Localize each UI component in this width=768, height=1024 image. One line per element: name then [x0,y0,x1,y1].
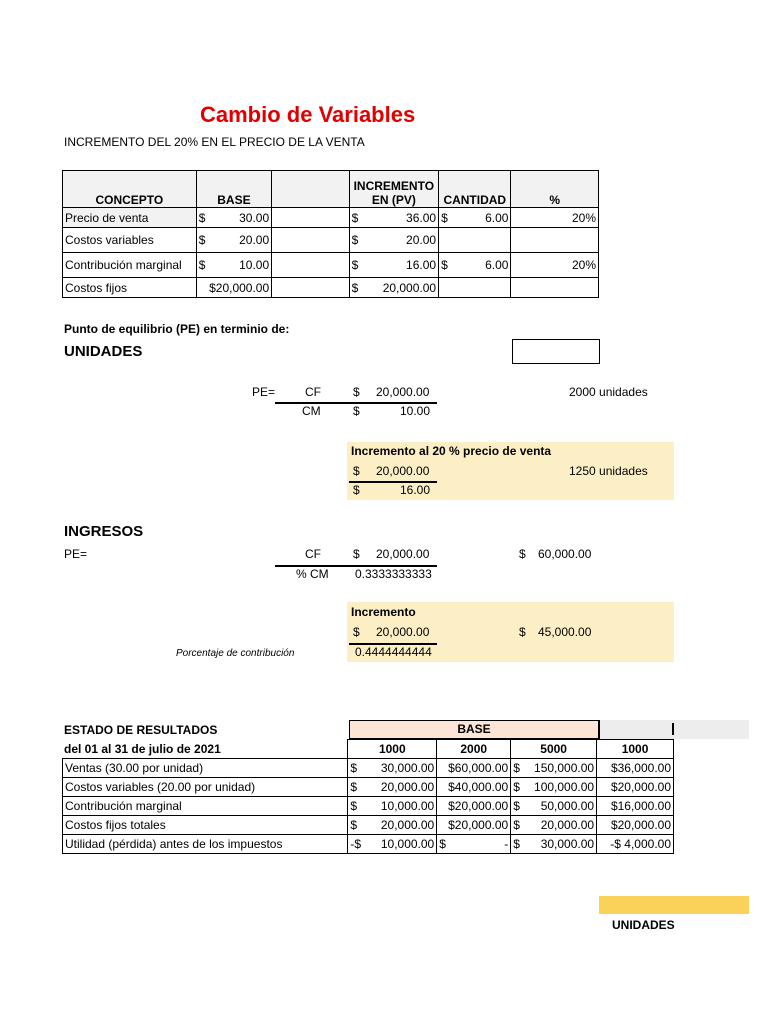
ingresos-cf-currency: $ [353,547,360,561]
inc-cf-value: 20,000.00 [376,464,430,478]
row-empty [272,228,349,253]
ingresos-inc-result-currency: $ [519,625,526,639]
ingresos-cm-label: % CM [296,567,329,581]
estado-period: del 01 al 31 de julio de 2021 [64,742,221,756]
unidades-result: 2000 unidades [569,385,648,399]
header-empty [272,171,349,208]
row-base: $ 30.00 [196,208,271,228]
table-row [63,759,674,778]
row-pct [511,278,599,298]
header-incremento [349,171,439,208]
row-empty [272,278,349,298]
row-c2: $60,000.00 [437,759,511,778]
inc-cf-currency: $ [353,464,360,478]
header-incremento-line2: EN (PV) [371,193,416,207]
row-pct: 20% [511,208,599,228]
ingresos-pe-label: PE= [64,547,88,561]
row-label: Contribución marginal [63,797,348,816]
subtitle: INCREMENTO DEL 20% EN EL PRECIO DE LA VENTA [64,135,365,149]
row-c1: $ 10,000.00 [348,797,437,816]
header-cantidad: CANTIDAD [439,171,511,208]
header-incremento-line1: INCREMENTO [353,179,435,193]
row-base: $ 20.00 [196,228,271,253]
inc-unidades-result: 1250 unidades [569,464,648,478]
cm-currency: $ [353,404,360,418]
cm-value: 10.00 [400,404,431,418]
gold-band [599,896,749,914]
row-cant [439,278,511,298]
units-cell: 1000 [597,740,674,759]
ingresos-cm-value: 0.3333333333 [355,567,432,581]
table-row [63,797,674,816]
row-empty [272,253,349,278]
row-concepto: Costos fijos [63,278,197,298]
row-base: $ 10.00 [196,253,271,278]
ingresos-cf-value: 20,000.00 [376,547,430,561]
incremento-title: Incremento al 20 % precio de venta [351,444,552,458]
row-c2: $20,000.00 [437,816,511,835]
row-cant: $ 6.00 [439,253,511,278]
ingresos-incremento-title: Incremento [351,605,416,619]
page-title: Cambio de Variables [200,102,416,127]
inc-cm-value: 16.00 [400,483,431,497]
estado-table [62,739,674,854]
ingresos-inc-cf-currency: $ [353,625,360,639]
cf-label: CF [305,385,321,399]
table-row [63,228,599,253]
ingresos-result-currency: $ [519,547,526,561]
row-c2: $ - [437,835,511,854]
row-c3: $ 100,000.00 [511,778,597,797]
row-c1: $ 30,000.00 [348,759,437,778]
row-c4: $36,000.00 [597,759,674,778]
row-c4: $20,000.00 [597,816,674,835]
header-concepto: CONCEPTO [63,171,197,208]
row-concepto: Precio de venta [63,208,197,228]
cf-value: 20,000.00 [376,385,430,399]
row-label: Costos variables (20.00 por unidad) [63,778,348,797]
row-inc: $ 36.00 [349,208,439,228]
next-header-cell [599,720,749,739]
units-cell: 2000 [437,740,511,759]
table-row [63,278,599,298]
ingresos-inc-cf-value: 20,000.00 [376,625,430,639]
table-row [63,253,599,278]
base-header: BASE [349,720,599,739]
unidades-heading: UNIDADES [64,343,143,360]
ingresos-heading: INGRESOS [64,523,144,540]
row-c4: $16,000.00 [597,797,674,816]
row-c3: $ 50,000.00 [511,797,597,816]
pe-label: PE= [252,385,276,399]
row-c1: -$ 10,000.00 [348,835,437,854]
table-row [63,778,674,797]
ingresos-result: 60,000.00 [538,547,592,561]
row-empty [272,208,349,228]
row-c3: $ 20,000.00 [511,816,597,835]
cut-header-glyph [672,723,674,735]
row-inc: $ 20.00 [349,228,439,253]
contribution-note: Porcentaje de contribución [176,648,295,659]
row-concepto: Contribución marginal [63,253,197,278]
ingresos-cf-label: CF [305,547,321,561]
row-c3: $ 30,000.00 [511,835,597,854]
cf-currency: $ [353,385,360,399]
row-pct [511,228,599,253]
ingresos-inc-cm-value: 0.4444444444 [355,645,432,659]
inc-cm-currency: $ [353,483,360,497]
row-cant: $ 6.00 [439,208,511,228]
pe-intro: Punto de equilibrio (PE) en terminio de: [64,322,290,336]
table-row [63,208,599,228]
units-cell: 5000 [511,740,597,759]
row-c1: $ 20,000.00 [348,778,437,797]
ingresos-inc-result: 45,000.00 [538,625,592,639]
units-row [63,740,674,759]
row-c4: $20,000.00 [597,778,674,797]
row-concepto: Costos variables [63,228,197,253]
concept-table-header [63,171,599,208]
row-label: Costos fijos totales [63,816,348,835]
empty-cell-box [512,339,600,364]
row-c4: -$ 4,000.00 [597,835,674,854]
header-base: BASE [196,171,271,208]
concept-table [62,170,599,298]
footer-unidades: UNIDADES [612,918,675,932]
units-cell: 1000 [348,740,437,759]
row-c1: $ 20,000.00 [348,816,437,835]
row-pct: 20% [511,253,599,278]
header-pct: % [511,171,599,208]
table-row [63,835,674,854]
row-inc: $ 16.00 [349,253,439,278]
row-c2: $20,000.00 [437,797,511,816]
row-c2: $40,000.00 [437,778,511,797]
row-label: Ventas (30.00 por unidad) [63,759,348,778]
row-label: Utilidad (pérdida) antes de los impuestos [63,835,348,854]
units-row-spacer [63,740,348,759]
table-row [63,816,674,835]
row-base: $20,000.00 [196,278,271,298]
estado-title: ESTADO DE RESULTADOS [64,723,218,737]
row-c3: $ 150,000.00 [511,759,597,778]
cm-label: CM [302,404,321,418]
row-cant [439,228,511,253]
row-inc: $ 20,000.00 [349,278,439,298]
